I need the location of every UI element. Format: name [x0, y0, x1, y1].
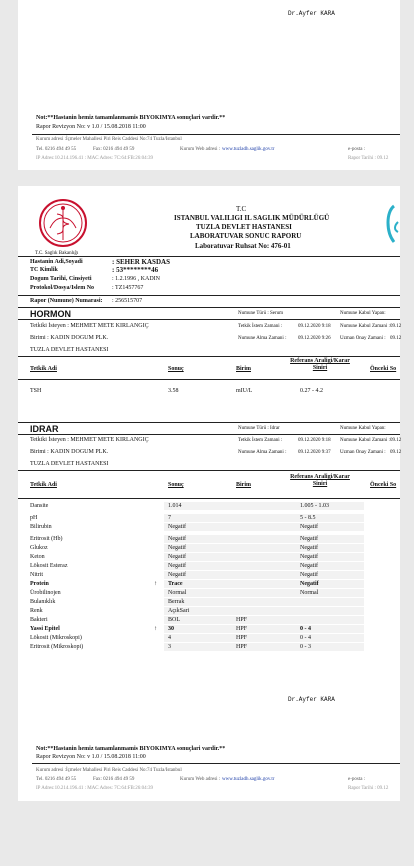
cell-unit: HPF	[236, 644, 248, 650]
col-result: Sonuç	[168, 482, 184, 488]
tc-label: TC Kimlik	[30, 267, 58, 273]
row-shade	[164, 589, 364, 597]
col-unit: Birim	[236, 482, 251, 488]
row-shade	[164, 625, 364, 633]
header-line1: ISTANBUL VALILIGI IL SAGLIK MÜDÜRLÜGÜ	[174, 214, 330, 222]
idrar-sample-type: Numune Türü : Idrar	[238, 426, 280, 431]
right-logo	[384, 202, 414, 246]
high-flag-icon: ↑	[154, 581, 157, 587]
row-shade	[164, 535, 364, 543]
col-reference: Referans Araligi/Karar Siniri	[290, 358, 350, 371]
cell-test: Lökosit Esteraz	[30, 563, 68, 569]
ministry-logo	[35, 198, 88, 256]
report-no-label: Rapor (Numune) Numarasi:	[30, 298, 103, 304]
col-previous: Önceki So	[370, 482, 397, 488]
report-page	[18, 186, 400, 801]
protocol-label: Protokol/Dosya/Islem No	[30, 285, 95, 291]
protocol-value: : TZ1457767	[112, 285, 144, 291]
hormon-title: HORMON	[30, 309, 71, 319]
idrar-request-time-label: Tetkik İstem Zamani :	[238, 438, 283, 443]
col-result: Sonuç	[168, 366, 184, 372]
hormon-sample-type: Numune Türü : Serum	[238, 311, 284, 316]
cell-test: Glukoz	[30, 545, 48, 551]
revision: Rapor Revizyon No: v 1.0 / 15.08.2018 11:00	[36, 754, 146, 760]
row-shade	[164, 514, 364, 522]
cell-result: 7	[168, 515, 171, 521]
idrar-title: IDRAR	[30, 424, 59, 434]
cell-unit: HPF	[236, 635, 248, 641]
idrar-accept-time-label: Numune Kabul Zamani :	[340, 438, 390, 443]
cell-reference: 0.27 - 4.2	[300, 388, 323, 394]
cell-test: Nitrit	[30, 572, 43, 578]
row-shade	[164, 634, 364, 642]
cell-unit: HPF	[236, 626, 248, 632]
cell-test: Keton	[30, 554, 45, 560]
idrar-collect-time: 09.12.2020 9:37	[298, 450, 331, 455]
cell-reference: Negatif	[300, 563, 318, 569]
report-no-value: : 256515707	[112, 298, 143, 304]
cell-reference: 0 - 3	[300, 644, 311, 650]
cell-result: AçıkSari	[168, 608, 190, 614]
cell-reference: Negatif	[300, 554, 318, 560]
row-shade	[164, 616, 364, 624]
col-previous: Önceki So	[370, 366, 397, 372]
row-shade	[164, 571, 364, 579]
cell-reference: Negatif	[300, 581, 319, 587]
previous-page	[18, 0, 400, 170]
hormon-hospital: TUZLA DEVLET HASTANESI	[30, 347, 109, 353]
birth-value: : 1.2.1996 , KADIN	[112, 276, 160, 282]
footer-web-label: Kurum Web adresi :	[180, 147, 221, 152]
birth-label: Dogum Tarihi, Cinsiyeti	[30, 276, 92, 282]
footer-address: Kurum adresi :İçmeler Mahallesi Piri Reis Caddesi No:74 Tuzla/Istanbul	[36, 768, 182, 773]
cell-test: pH	[30, 515, 38, 521]
cell-reference: 1.005 - 1.03	[300, 503, 329, 509]
high-flag-icon: ↑	[154, 626, 157, 632]
cell-test: Bilirubin	[30, 524, 52, 530]
idrar-approve-time: 09.12	[390, 450, 402, 455]
footer-ip: IP Adres:10.214.196.41 : MAC Adres: 7C:64:FB:26:04:39	[36, 156, 154, 161]
cell-reference: Negatif	[300, 524, 318, 530]
hormon-collect-time-label: Numune Alma Zamani :	[238, 336, 287, 341]
hormon-unit: Birimi : KADIN DOGUM PLK.	[30, 335, 109, 341]
idrar-unit: Birimi : KADIN DOGUM PLK.	[30, 449, 109, 455]
cell-result: Negatif	[168, 554, 186, 560]
cell-test: Protein	[30, 581, 49, 587]
revision: Rapor Revizyon No: v 1.0 / 15.08.2018 11:00	[36, 124, 146, 130]
cell-test: Renk	[30, 608, 43, 614]
footer-fax: Fax: 0216 494 49 59	[93, 147, 135, 152]
idrar-collect-time-label: Numune Alma Zamani :	[238, 450, 287, 455]
note: Not:**Hastanin hemiz tamamlanmamis BIYOKIMYA sonuçlari vardir.**	[36, 746, 226, 752]
cell-result: Berrak	[168, 599, 185, 605]
cell-result: Negatif	[168, 536, 186, 542]
idrar-sample-received: Numune Kabul Yapan:	[340, 426, 386, 431]
row-shade	[164, 562, 364, 570]
cell-result: Negatif	[168, 524, 186, 530]
patient-name-value: : SEHER KASDAS	[112, 258, 170, 266]
cell-result: 30	[168, 626, 174, 632]
cell-reference: Negatif	[300, 536, 318, 542]
note: Not:**Hastanin hemiz tamamlanmamis BIYOKIMYA sonuçlari vardir.**	[36, 115, 226, 121]
row-shade	[164, 502, 364, 510]
footer-web-label: Kurum Web adresi :	[180, 777, 221, 782]
col-reference: Referans Araligi/Karar Siniri	[290, 474, 350, 487]
row-shade	[164, 553, 364, 561]
header-tc: T.C	[236, 205, 247, 213]
cell-unit: HPF	[236, 617, 248, 623]
cell-unit: mIU/L	[236, 388, 253, 394]
row-shade	[164, 544, 364, 552]
cell-test: Bulanıklık	[30, 599, 56, 605]
hormon-requester: Tetkiki İsteyen : MEHMET METE KIRLANGIÇ	[30, 323, 149, 329]
hormon-approve-time: 09.12	[390, 336, 402, 341]
footer-email-label: e-posta :	[348, 147, 366, 152]
cell-result: Trace	[168, 581, 183, 587]
row-shade	[164, 523, 364, 531]
cell-reference: Normal	[300, 590, 319, 596]
footer-tel: Tel. 0216 494 49 55	[36, 147, 77, 152]
hormon-accept-time-label: Numune Kabul Zamani :	[340, 324, 390, 329]
idrar-approve-label: Uzman Onay Zamani :	[340, 450, 386, 455]
footer-print-date: Rapor Tarihi : 09.12	[348, 156, 389, 161]
header-line4: Laboratuvar Ruhsat No: 476-01	[195, 242, 291, 250]
signature: Dr.Ayfer KARA	[288, 696, 335, 703]
idrar-hospital: TUZLA DEVLET HASTANESI	[30, 461, 109, 467]
col-test: Tetkik Adi	[30, 366, 57, 372]
patient-name-label: Hastanin Adi,Soyadi	[30, 259, 83, 265]
signature: Dr.Ayfer KARA	[288, 10, 335, 17]
cell-result: Negatif	[168, 563, 186, 569]
idrar-accept-time: 09.12	[390, 438, 402, 443]
cell-test: Ürobilinojen	[30, 590, 61, 596]
cell-test: Yassi Epitel	[30, 626, 60, 632]
col-test: Tetkik Adi	[30, 482, 57, 488]
hormon-sample-received: Numune Kabul Yapan:	[340, 311, 386, 316]
hormon-collect-time: 09.12.2020 9:26	[298, 336, 331, 341]
cell-test: Dansite	[30, 503, 49, 509]
cell-result: Negatif	[168, 572, 186, 578]
footer-web-link[interactable]: www.tuzladh.saglik.gov.tr	[222, 147, 275, 152]
cell-test: Eritrosit (Hb)	[30, 536, 63, 542]
cell-result: BOL	[168, 617, 180, 623]
cell-reference: 5 - 8.5	[300, 515, 316, 521]
ministry-emblem-icon	[38, 198, 88, 248]
cell-reference: Negatif	[300, 572, 318, 578]
idrar-requester: Tetkiki İsteyen : MEHMET METE KIRLANGIÇ	[30, 437, 149, 443]
footer-fax: Fax: 0216 494 49 59	[93, 777, 135, 782]
footer-print-date: Rapor Tarihi : 09.12	[348, 786, 389, 791]
cell-test: TSH	[30, 388, 42, 394]
cell-result: 1.014	[168, 503, 182, 509]
footer-tel: Tel. 0216 494 49 55	[36, 777, 77, 782]
hormon-approve-label: Uzman Onay Zamani :	[340, 336, 386, 341]
hormon-accept-time: 09.12	[390, 324, 402, 329]
tc-value: : 53********46	[112, 266, 159, 274]
row-shade	[164, 643, 364, 651]
idrar-request-time: 09.12.2020 9:18	[298, 438, 331, 443]
hormon-request-time: 09.12.2020 9:18	[298, 324, 331, 329]
cell-reference: Negatif	[300, 545, 318, 551]
footer-address: Kurum adresi :İçmeler Mahallesi Piri Reis Caddesi No:74 Tuzla/Istanbul	[36, 137, 182, 142]
row-shade	[164, 598, 364, 606]
cell-test: Lökosit (Mikroskopi)	[30, 635, 82, 641]
cell-result: 3.58	[168, 388, 179, 394]
logo-caption: T.C. Saglık Bakanlığı	[35, 251, 79, 256]
cell-reference: 0 - 4	[300, 626, 311, 632]
hormon-request-time-label: Tetkik İstem Zamani :	[238, 324, 283, 329]
cell-test: Bakteri	[30, 617, 48, 623]
hospital-logo-icon	[384, 202, 414, 246]
row-shade	[164, 607, 364, 615]
cell-result: Normal	[168, 590, 187, 596]
cell-result: 4	[168, 635, 171, 641]
cell-result: Negatif	[168, 545, 186, 551]
footer-web-link[interactable]: www.tuzladh.saglik.gov.tr	[222, 777, 275, 782]
cell-test: Eritrosit (Mikroskopi)	[30, 644, 84, 650]
header-line2: TUZLA DEVLET HASTANESI	[196, 223, 292, 231]
col-unit: Birim	[236, 366, 251, 372]
cell-result: 3	[168, 644, 171, 650]
row-shade	[164, 580, 364, 588]
footer-email-label: e-posta :	[348, 777, 366, 782]
cell-reference: 0 - 4	[300, 635, 311, 641]
footer-ip: IP Adres:10.214.196.41 : MAC Adres: 7C:64:FB:26:04:39	[36, 786, 154, 791]
header-line3: LABORATUVAR SONUC RAPORU	[190, 232, 302, 240]
